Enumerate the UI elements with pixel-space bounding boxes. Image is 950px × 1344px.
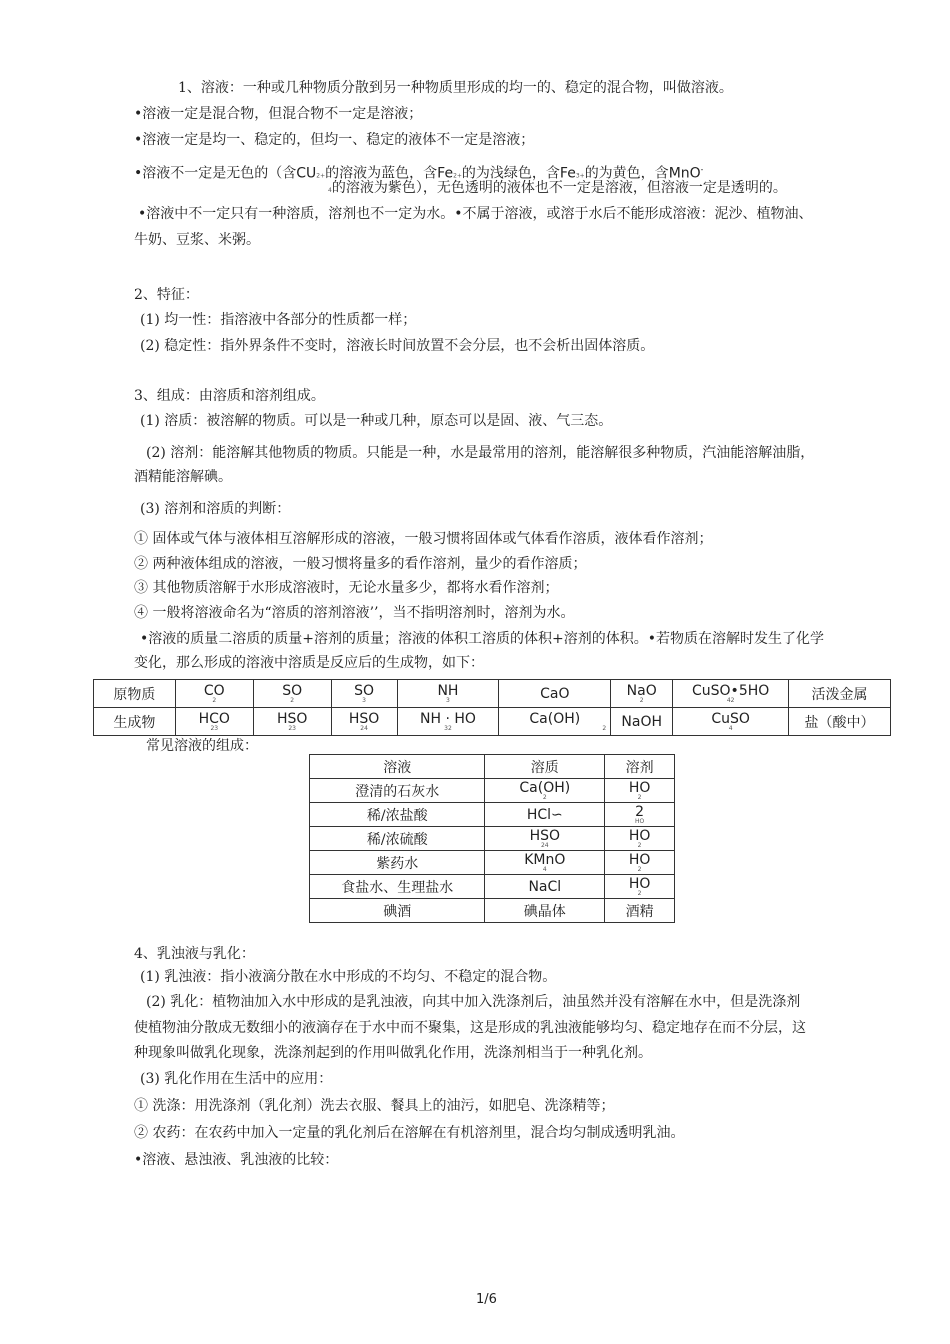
reaction-table	[93, 679, 891, 736]
sec1-line1: 1、溶液：一种或几种物质分散到另一种物质里形成的均一的、稳定的混合物，叫做溶液。	[178, 80, 733, 96]
table-cell: Ca(OH) 2	[485, 779, 605, 803]
table-cell: 稀/浓硫酸	[310, 827, 485, 851]
sec4-p3: (3) 乳化作用在生活中的应用：	[140, 1071, 333, 1087]
sec1-line4-b: 的溶液为蓝色，含	[325, 165, 438, 182]
fe3-ion: Fe	[559, 165, 576, 182]
table-cell: 紫药水	[310, 851, 485, 875]
table-cell: NH · HO 32	[397, 708, 499, 736]
sec4-p2b: 使植物油分散成无数细小的液滴存在于水中而不聚集，这是形成的乳浊液能够均匀、稳定地存在而不分层，这	[134, 1020, 806, 1036]
table-cell: KMnO 4	[485, 851, 605, 875]
sec3-p2b: 酒精能溶解碘。	[134, 469, 232, 485]
sec1-line2: •溶液一定是混合物，但混合物不一定是溶液；	[134, 106, 423, 122]
sec3-p2a: (2) 溶剂：能溶解其他物质的物质。只能是一种，水是最常用的溶剂，能溶解很多种物质，汽油能溶解油脂，	[146, 445, 815, 461]
table-header-cell: 溶剂	[605, 755, 675, 779]
table-cell: NaOH	[611, 708, 673, 736]
sec4-c2: ② 农药：在农药中加入一定量的乳化剂后在溶解在有机溶剂里，混合均匀制成透明乳油。	[134, 1125, 685, 1141]
sec1-line4-c: 的为浅绿色，含	[461, 165, 560, 182]
table-cell: 澄清的石灰水	[310, 779, 485, 803]
sec3-n2: 变化，那么形成的溶液中溶质是反应后的生成物，如下：	[134, 655, 484, 671]
table-cell: HCO 23	[175, 708, 253, 736]
fe3-ion-sub: 3+	[575, 172, 585, 180]
table-cell: 稀/浓盐酸	[310, 803, 485, 827]
table-cell: HO 2	[605, 875, 675, 899]
sec2-p1: (1) 均一性：指溶液中各部分的性质都一样；	[140, 312, 417, 328]
sec3-c3: ③ 其他物质溶解于水形成溶液时，无论水量多少，都将水看作溶剂；	[134, 580, 559, 596]
sec4-c1: ① 洗涤：用洗涤剂（乳化剂）洗去衣服、餐具上的油污，如肥皂、洗涤精等；	[134, 1098, 615, 1114]
mno-ion-sup: -	[700, 165, 704, 174]
table-cell: HO 2	[605, 827, 675, 851]
table-cell: 碘酒	[310, 899, 485, 923]
table-cell: 碘晶体	[485, 899, 605, 923]
sec3-p3: (3) 溶剂和溶质的判断：	[140, 501, 291, 517]
sec3-c2: ② 两种液体组成的溶液，一般习惯将量多的看作溶剂，量少的看作溶质；	[134, 556, 587, 572]
table-cell: 盐（酸中）	[789, 708, 891, 736]
sec4-p2a: (2) 乳化：植物油加入水中形成的是乳浊液，向其中加入洗涤剂后，油虽然并没有溶解在水中，但是洗涤剂	[146, 994, 801, 1010]
sec4-title: 4、乳浊液与乳化：	[134, 946, 255, 962]
table-row-raw	[94, 680, 891, 708]
table-row-product	[94, 708, 891, 736]
sec1-line3: •溶液一定是均一、稳定的，但均一、稳定的液体不一定是溶液；	[134, 132, 535, 148]
table-cell: HSO 24	[331, 708, 397, 736]
table-cell: CO 2	[175, 680, 253, 708]
sec4-p2c: 种现象叫做乳化现象，洗涤剂起到的作用叫做乳化作用，洗涤剂相当于一种乳化剂。	[134, 1045, 652, 1061]
sec3-n1: •溶液的质量二溶质的质量+溶剂的质量；溶液的体积工溶质的体积+溶剂的体积。•若物质在溶解时发生了化学	[140, 631, 824, 647]
table-cell: Ca(OH) 2	[499, 708, 611, 736]
sec1-line7: 牛奶、豆浆、米粥。	[134, 232, 260, 248]
fe2-ion-sub: 2+	[453, 172, 462, 180]
cu-ion-sub: 2+	[316, 172, 326, 180]
solution-composition-table	[309, 754, 675, 923]
sec1-line5	[328, 178, 787, 201]
table-row	[310, 851, 675, 875]
table-cell: 酒精	[605, 899, 675, 923]
table-cell: HSO 24	[485, 827, 605, 851]
table-cell: HO 2	[605, 851, 675, 875]
table-cell: NaO 2	[611, 680, 673, 708]
sec1-line5-text: 的溶液为紫色），无色透明的液体也不一定是溶液，但溶液一定是透明的。	[331, 180, 787, 196]
table-cell: HCl∽	[485, 803, 605, 827]
mno-ion: MnO	[668, 165, 701, 182]
table-cell: HSO 23	[253, 708, 331, 736]
table-cell: CuSO 4	[673, 708, 789, 736]
fe2-ion: Fe	[437, 165, 454, 182]
table-cell: NaCl	[485, 875, 605, 899]
page-number: 1/6	[476, 1292, 497, 1307]
table2-caption: 常见溶液的组成：	[146, 738, 258, 754]
table-cell: SO 3	[331, 680, 397, 708]
table-header-row	[310, 755, 675, 779]
table-cell: 生成物	[94, 708, 176, 736]
table-row	[310, 803, 675, 827]
sec4-n1: •溶液、悬浊液、乳浊液的比较：	[134, 1152, 339, 1168]
table-row	[310, 899, 675, 923]
sec3-c4: ④ 一般将溶液命名为“溶质的溶剂溶液’’，当不指明溶剂时，溶剂为水。	[134, 605, 575, 621]
table-row	[310, 875, 675, 899]
table-cell: 2 HO	[605, 803, 675, 827]
sec4-p1: (1) 乳浊液：指小液滴分散在水中形成的不均匀、不稳定的混合物。	[140, 969, 557, 985]
table-row	[310, 827, 675, 851]
table-cell: 原物质	[94, 680, 176, 708]
sec3-p1: (1) 溶质：被溶解的物质。可以是一种或几种，原态可以是固、液、气三态。	[140, 413, 613, 429]
table-cell: SO 2	[253, 680, 331, 708]
table-cell: 活泼金属	[789, 680, 891, 708]
sec1-line4-a: •溶液不一定是无色的（含	[134, 165, 297, 182]
table-cell: HO 2	[605, 779, 675, 803]
sec2-p2: (2) 稳定性：指外界条件不变时，溶液长时间放置不会分层，也不会析出固体溶质。	[140, 338, 655, 354]
table-cell: CaO	[499, 680, 611, 708]
table-cell: CuSO•5HO 42	[673, 680, 789, 708]
sec2-title: 2、特征：	[134, 287, 199, 303]
sec1-line6: •溶液中不一定只有一种溶质，溶剂也不一定为水。•不属于溶液，或溶于水后不能形成溶液：泥沙、植物油、	[138, 206, 813, 222]
table-cell: 食盐水、生理盐水	[310, 875, 485, 899]
sec3-c1: ① 固体或气体与液体相互溶解形成的溶液，一般习惯将固体或气体看作溶质，液体看作溶剂；	[134, 531, 713, 547]
mno-ion-sub: 4	[328, 187, 332, 194]
cu-ion: CU	[296, 165, 317, 182]
table-cell: NH 3	[397, 680, 499, 708]
table-row	[310, 779, 675, 803]
sec3-title: 3、组成：由溶质和溶剂组成。	[134, 388, 325, 404]
sec1-line4-d: 的为黄色，含	[584, 165, 669, 182]
table-header-cell: 溶质	[485, 755, 605, 779]
table-header-cell: 溶液	[310, 755, 485, 779]
